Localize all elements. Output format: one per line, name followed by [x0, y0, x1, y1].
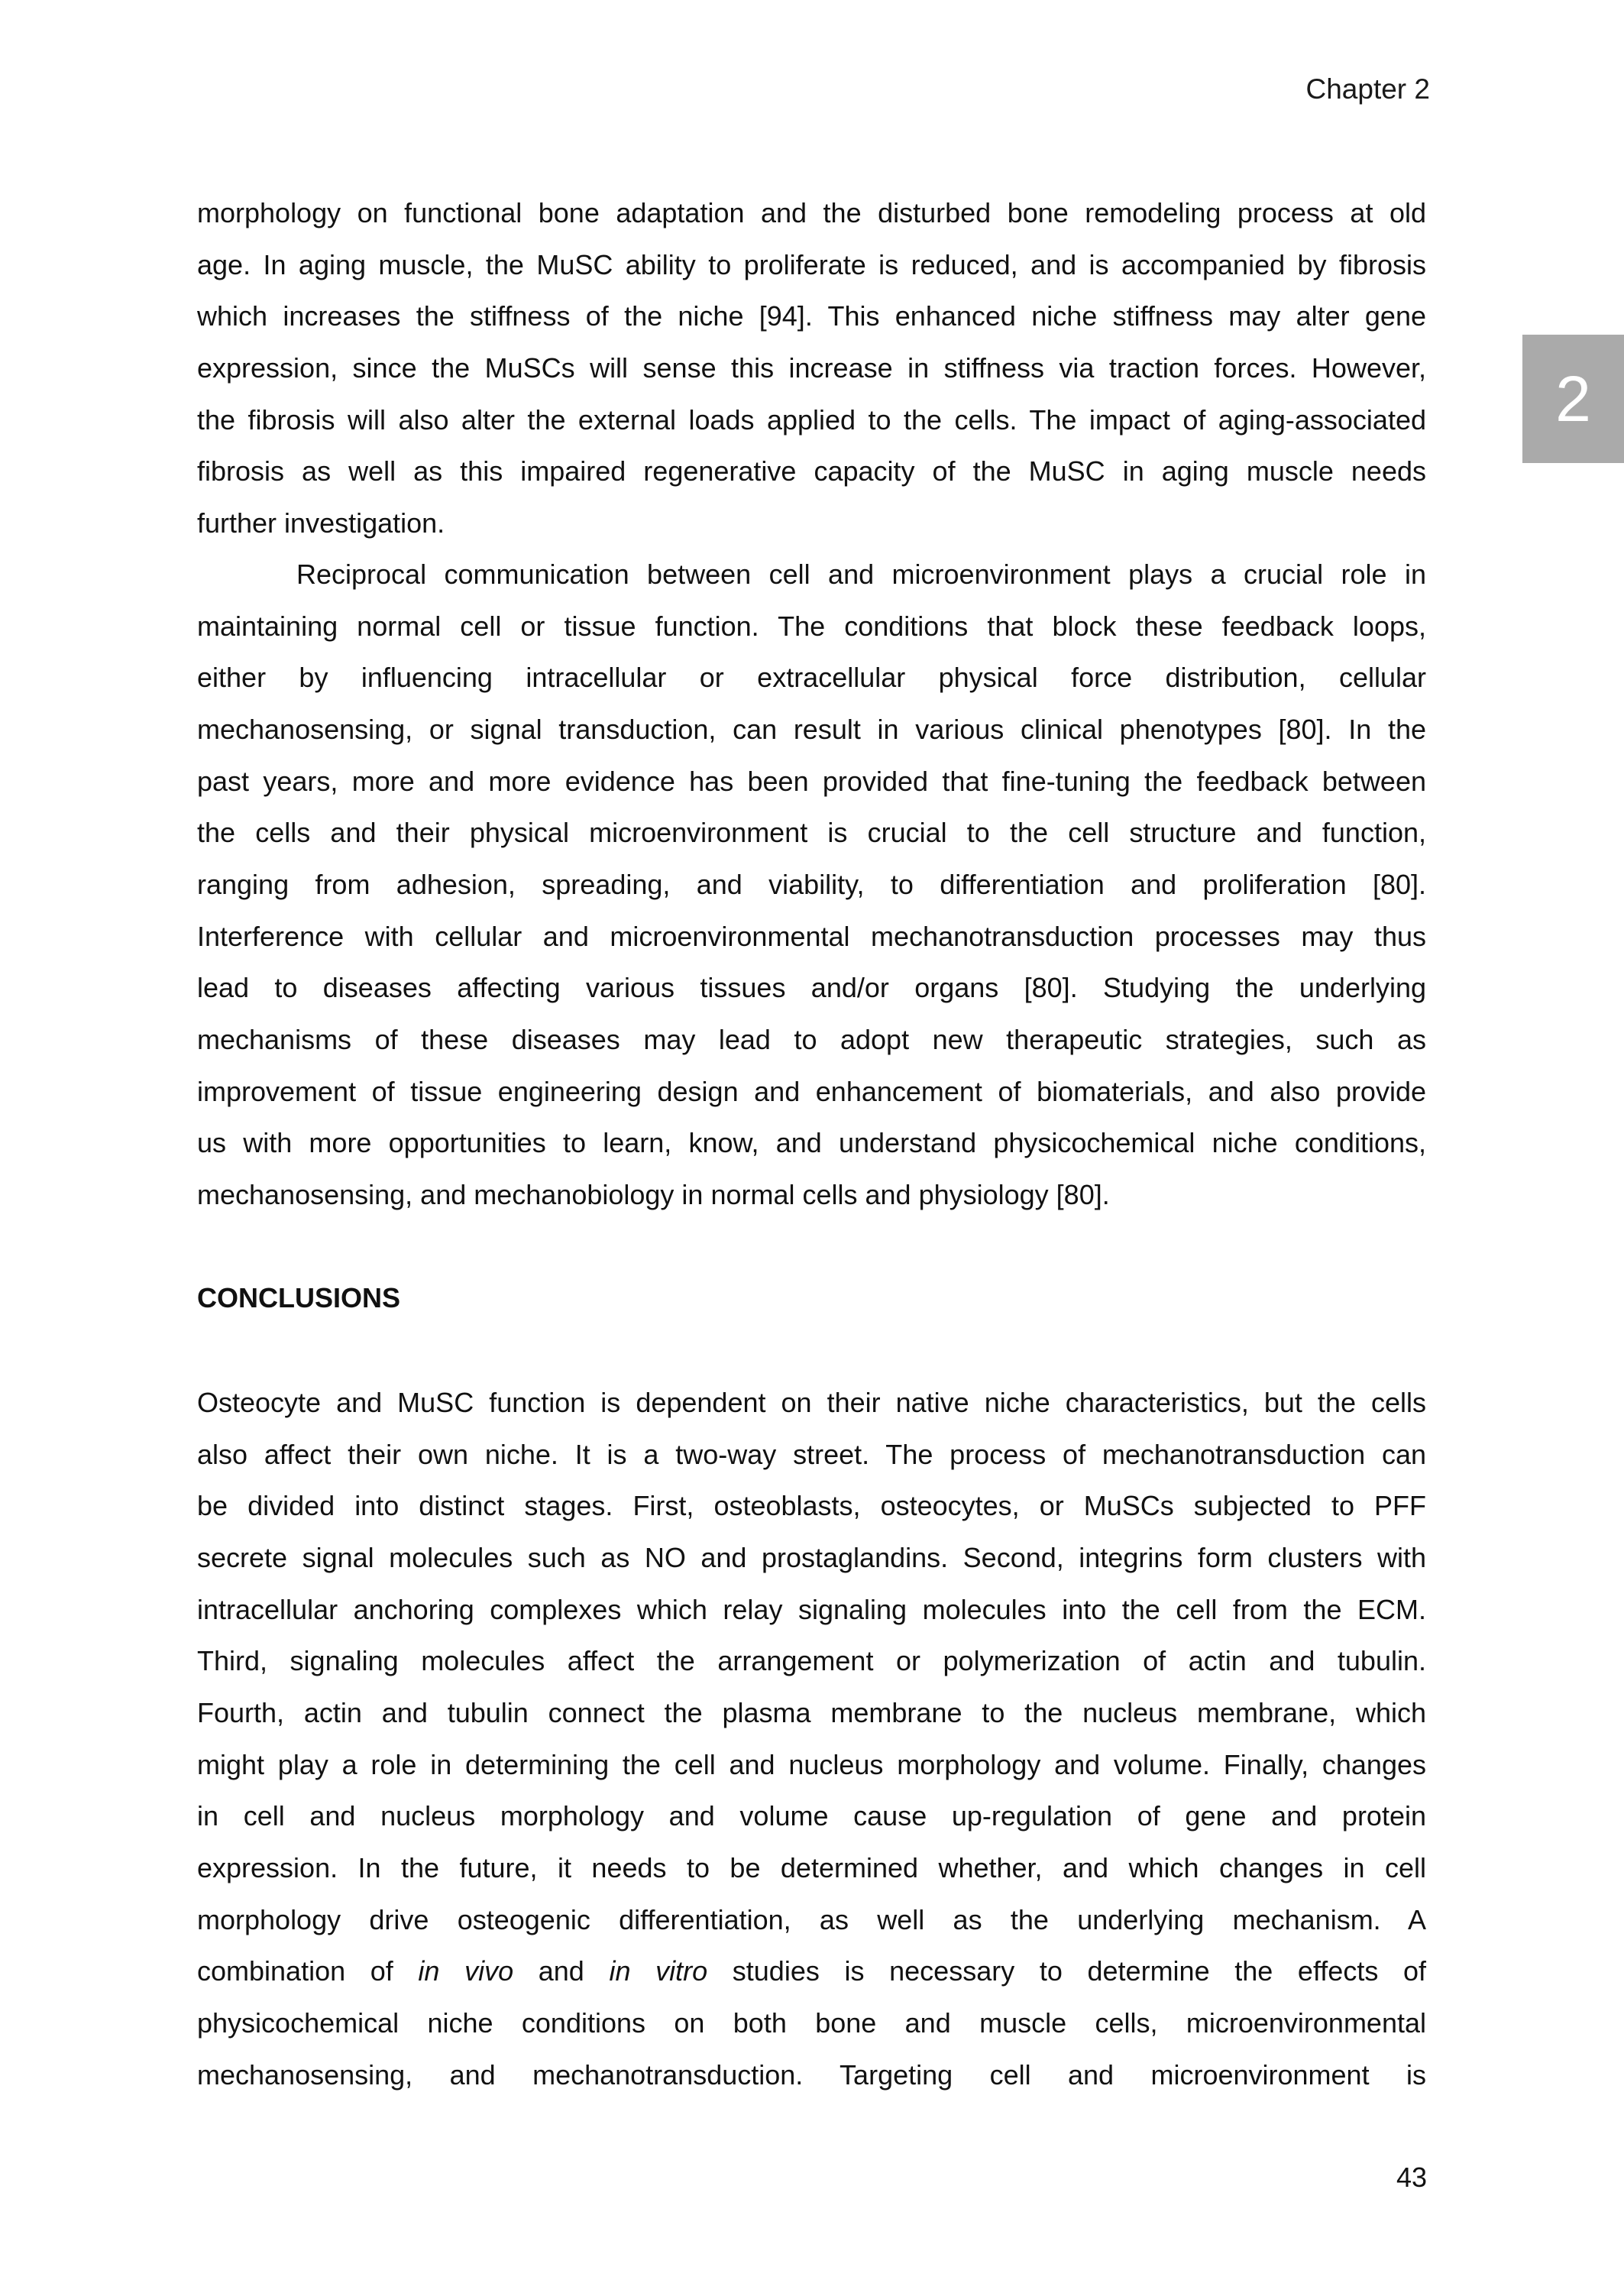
text-run: secrete signal molecules such as NO and prostaglandins. Second, integrins form clusters with — [197, 1541, 1426, 1573]
text-run: intracellular anchoring complexes which relay signaling molecules into the cell from the ECM. — [197, 1593, 1426, 1625]
text-run: might play a role in determining the cell and nucleus morphology and volume. Finally, changes — [197, 1748, 1426, 1780]
text-run: be divided into distinct stages. First, osteoblasts, osteocytes, or MuSCs subjected to PFF — [197, 1490, 1426, 1522]
text-line — [197, 1739, 1426, 1791]
text-line — [197, 239, 1426, 291]
page-number: 43 — [1396, 2162, 1427, 2193]
text-line — [197, 342, 1426, 394]
text-line — [197, 1790, 1426, 1842]
text-line — [197, 1584, 1426, 1636]
text-run: expression, since the MuSCs will sense this increase in stiffness via traction forces. However, — [197, 351, 1426, 384]
text-line — [197, 1014, 1426, 1066]
text-line — [197, 187, 1426, 239]
paragraph-conclusions — [197, 1377, 1426, 2100]
text-run: mechanosensing, and mechanotransduction. Targeting cell and microenvironment is — [197, 2058, 1426, 2091]
text-line — [197, 1066, 1426, 1118]
italic-term: in vivo — [418, 1955, 514, 1987]
text-line — [197, 1377, 1426, 1429]
text-run: ranging from adhesion, spreading, and viability, to differentiation and proliferation [80]. — [197, 868, 1426, 900]
text-line — [197, 2049, 1426, 2101]
text-run: improvement of tissue engineering design and enhancement of biomaterials, and also provide — [197, 1075, 1426, 1107]
text-line — [197, 445, 1426, 497]
text-run: mechanosensing, and mechanobiology in normal cells and physiology [80]. — [197, 1178, 1110, 1210]
text-run: us with more opportunities to learn, know, and understand physicochemical niche conditions, — [197, 1127, 1426, 1159]
text-run: Osteocyte and MuSC function is dependent on their native niche characteristics, but the cells — [197, 1387, 1426, 1418]
text-line — [197, 704, 1426, 756]
text-line — [197, 859, 1426, 911]
text-line — [197, 652, 1426, 704]
text-line — [197, 962, 1426, 1014]
text-run: morphology drive osteogenic differentiation, as well as the underlying mechanism. A — [197, 1903, 1426, 1935]
text-line — [197, 911, 1426, 963]
text-run: studies is necessary to determine the effects of — [707, 1955, 1426, 1987]
text-run: either by influencing intracellular or extracellular physical force distribution, cellular — [197, 662, 1426, 694]
text-run: Third, signaling molecules affect the arrangement or polymerization of actin and tubulin. — [197, 1645, 1426, 1677]
text-line — [197, 1169, 1426, 1221]
text-line — [197, 1687, 1426, 1739]
text-run: Interference with cellular and microenvironmental mechanotransduction processes may thus — [197, 920, 1426, 952]
text-line — [197, 1945, 1426, 1997]
text-run: age. In aging muscle, the MuSC ability to proliferate is reduced, and is accompanied by fibrosis — [197, 248, 1426, 280]
text-line — [197, 1429, 1426, 1481]
italic-term: in vitro — [609, 1955, 708, 1987]
text-line — [197, 1532, 1426, 1584]
text-line — [197, 1117, 1426, 1169]
text-run: Reciprocal communication between cell and microenvironment plays a crucial role in — [296, 559, 1426, 590]
text-run: the fibrosis will also alter the external loads applied to the cells. The impact of aging-associated — [197, 403, 1426, 436]
text-line — [197, 1635, 1426, 1687]
text-run: maintaining normal cell or tissue function. The conditions that block these feedback loops, — [197, 610, 1426, 642]
text-run: physicochemical niche conditions on both bone and muscle cells, microenvironmental — [197, 2006, 1426, 2039]
text-line — [197, 601, 1426, 653]
text-run: morphology on functional bone adaptation and the disturbed bone remodeling process at old — [197, 197, 1426, 228]
chapter-thumb-tab — [1522, 335, 1624, 463]
text-run: expression. In the future, it needs to be determined whether, and which changes in cell — [197, 1851, 1426, 1883]
text-run: which increases the stiffness of the niche [94]. This enhanced niche stiffness may alter gene — [197, 300, 1426, 332]
text-run: also affect their own niche. It is a two-way street. The process of mechanotransduction can — [197, 1438, 1426, 1470]
text-line — [197, 1480, 1426, 1532]
text-line — [197, 549, 1426, 601]
paragraph-reciprocal-communication — [197, 549, 1426, 1221]
text-run: lead to diseases affecting various tissues and/or organs [80]. Studying the underlying — [197, 972, 1426, 1004]
paragraph-niche-aging — [197, 187, 1426, 549]
text-line — [197, 1997, 1426, 2049]
text-line — [197, 1894, 1426, 1946]
text-run: further investigation. — [197, 507, 445, 539]
text-line — [197, 756, 1426, 808]
running-header: Chapter 2 — [1305, 73, 1430, 105]
section-heading-conclusions: CONCLUSIONS — [197, 1282, 401, 1313]
text-run: mechanisms of these diseases may lead to adopt new therapeutic strategies, such as — [197, 1023, 1426, 1055]
text-run: combination of — [197, 1955, 419, 1987]
text-run: and — [513, 1955, 610, 1987]
text-line — [197, 290, 1426, 342]
chapter-tab-number: 2 — [1555, 362, 1591, 435]
text-run: in cell and nucleus morphology and volume cause up-regulation of gene and protein — [197, 1800, 1426, 1832]
text-line — [197, 394, 1426, 446]
text-line — [197, 497, 1426, 549]
text-run: past years, more and more evidence has been provided that fine-tuning the feedback between — [197, 765, 1426, 797]
text-run: Fourth, actin and tubulin connect the plasma membrane to the nucleus membrane, which — [197, 1696, 1426, 1728]
text-line — [197, 1842, 1426, 1894]
text-run: the cells and their physical microenvironment is crucial to the cell structure and function, — [197, 817, 1426, 849]
text-line — [197, 807, 1426, 859]
text-run: mechanosensing, or signal transduction, can result in various clinical phenotypes [80]. In the — [197, 713, 1426, 745]
text-run: fibrosis as well as this impaired regenerative capacity of the MuSC in aging muscle needs — [197, 455, 1426, 487]
